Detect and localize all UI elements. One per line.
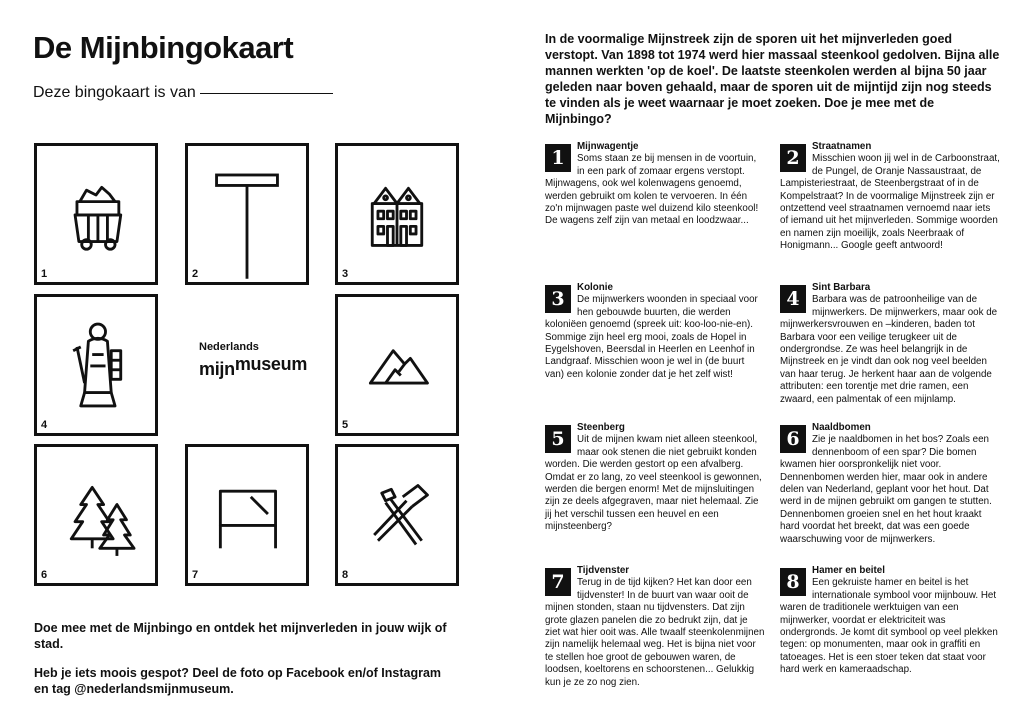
cell-number: 6 [41, 569, 48, 581]
item-number-badge: 7 [545, 568, 571, 596]
hammer-chisel-icon [338, 447, 456, 583]
item-number-badge: 5 [545, 425, 571, 453]
intro-text: In de voormalige Mijnstreek zijn de sporen uit het mijnverleden goed verstopt. Van 1898 tot 1974 werd hier massaal steenkool gedolven. Bijna alle mannen werkten 'op de koel'. De laatste steenkolen werden al bijna 50 jaar geleden naar boven gehaald, maar de sporen uit de mijntijd zijn nog steeds te vinden als je weet waarnaar je moet zoeken. Doe je mee met de Mijnbingo? [545, 32, 1000, 126]
call-to-action [34, 620, 454, 710]
mine-cart-icon [37, 146, 155, 282]
info-item-2 [780, 141, 1000, 253]
item-title: Tijdvenster [577, 565, 630, 576]
cell-number: 3 [342, 268, 349, 280]
item-number-badge: 6 [780, 425, 806, 453]
item-text: Terug in de tijd kijken? Het kan door een tijdvenster! In de buurt van waar ooit de mijnen stonden, staan nu tijdvensters. Dat zijn grote glazen panelen die zo bedrukt zijn, dat je ziet wat hier ooit was. Alle twaalf steenkolenmijnen zijn namelijk helemaal weg. Het is bijna niet voor te stellen hoe groot de gebouwen waren, de loodsen, koeltorens en schoorstenen... Gelukkig kun je ze zo nog zien. [545, 577, 765, 688]
info-item-1 [545, 141, 765, 228]
item-title: Mijnwagentje [577, 141, 639, 152]
cell-number: 7 [192, 569, 199, 581]
item-text: Een gekruiste hamer en beitel is het internationale symbool voor mijnbouw. Het waren de traditionele werktuigen van een mijnwerker, voordat er elektriciteit was ondergronds. Je komt dit symbool op veel plekken tegen: op monumenten, maar ook in graffiti en tatoeages. Het is een stoer teken dat staat voor hard werk en kameraadschap. [780, 577, 998, 676]
item-number-badge: 8 [780, 568, 806, 596]
bingo-cell-2 [185, 143, 309, 285]
cell-number: 5 [342, 419, 349, 431]
street-sign-icon [188, 146, 306, 282]
cell-number: 1 [41, 268, 48, 280]
museum-logo [171, 294, 306, 436]
cell-number: 2 [192, 268, 199, 280]
item-text: Zie je naaldbomen in het bos? Zoals een dennenboom of een spar? Die bomen kwamen hier oorspronkelijk niet voor. Dennenbomen werden hier, maar ook in andere delen van Nederland, geplant voor het hout. Dat werd in de mijnen gebruikt om gangen te stutten. Dennenbomen groeien snel en het hout kraakt hard voordat het breekt, dat was een goede waarschuwing voor de mijnwerkers. [780, 434, 992, 545]
owner-field [33, 84, 333, 102]
cell-number: 8 [342, 569, 349, 581]
cta-paragraph-2: Heb je iets moois gespot? Deel de foto op Facebook en/of Instagram en tag @nederlandsmijnmuseum. [34, 666, 442, 696]
pine-trees-icon [37, 447, 155, 583]
houses-icon [338, 146, 456, 282]
item-text: Misschien woon jij wel in de Carboonstraat, de Pungel, de Oranje Nassaustraat, de Lampisteriestraat, de Steenbergstraat of in de Kompelstraat? In de voormalige Mijnstreek zijn er ontzettend veel straatnamen vernoemd naar iets of iemand uit het mijnverleden. Sommige woorden en namen zijn moeilijk, zoals Neerbraak of Honigmann... Google geeft antwoord! [780, 153, 1000, 252]
time-window-icon [188, 447, 306, 583]
item-title: Steenberg [577, 422, 625, 433]
owner-write-line [200, 93, 333, 94]
item-number-badge: 3 [545, 285, 571, 313]
item-text: Uit de mijnen kwam niet alleen steenkool, maar ook stenen die niet gebruikt konden worden. Die werden gestort op een afvalberg. Omdat er zo lang, zo veel steenkool is gewonnen, werden die bergen enorm! Met de mijnsluitingen zijn ze deels afgegraven, maar niet helemaal. Zie jij het verschil tussen een heuvel en een mijnsteenberg? [545, 434, 762, 533]
bingo-cell-7 [185, 444, 309, 586]
cell-number: 4 [41, 419, 48, 431]
item-title: Naaldbomen [812, 422, 871, 433]
owner-label: Deze bingokaart is van [33, 84, 196, 101]
info-item-5 [545, 422, 765, 534]
logo-museum: museum [234, 354, 308, 374]
info-item-6 [780, 422, 1000, 546]
item-title: Hamer en beitel [812, 565, 885, 576]
item-number-badge: 4 [780, 285, 806, 313]
bingo-cell-5 [335, 294, 459, 436]
item-number-badge: 2 [780, 144, 806, 172]
logo-line1: Nederlands [199, 341, 259, 353]
info-item-3 [545, 282, 765, 381]
page-title: De Mijnbingokaart [33, 30, 294, 65]
item-title: Sint Barbara [812, 282, 871, 293]
item-title: Straatnamen [812, 141, 872, 152]
info-item-4 [780, 282, 1000, 406]
item-number-badge: 1 [545, 144, 571, 172]
item-title: Kolonie [577, 282, 613, 293]
bingo-cell-3 [335, 143, 459, 285]
bingo-cell-8 [335, 444, 459, 586]
saint-barbara-icon [37, 297, 155, 433]
item-text: Barbara was de patroonheilige van de mijnwerkers. De mijnwerkers, maar ook de mijnwerkersvrouwen en –kinderen, baden tot Barbara voor een veilige terugkeer uit de ondergrondse. Ze was heel belangrijk in de Mijnstreek en je vindt dan ook nog veel beelden van haar terug. Je herkent haar aan de volgende attributen: een torentje met drie ramen, een zwaard, een palmentak of een mijnlamp. [780, 294, 998, 405]
item-text: Soms staan ze bij mensen in de voortuin, in een park of zomaar ergens verstopt. Mijnwagens, ook wel kolenwagens genoemd, werden gebruikt om kolen te vervoeren. In één zo'n mijnwagen paste wel duizend kilo steenkool! De wagens zelf zijn van metaal en loodzwaar... [545, 153, 759, 227]
item-text: De mijnwerkers woonden in speciaal voor hen gebouwde buurten, die werden koloniëen genoemd (spreek uit: koo-loo-nie-en). Sommige zijn heel erg mooi, zoals de Hopel in Eygelshoven, Beersdal in Heerlen en Leenhof in Landgraaf. Misschien woon je wel in (de buurt van) een kolonie zonder dat je het zelf wist! [545, 294, 758, 380]
logo-mijn: mijn [199, 359, 235, 379]
info-item-8 [780, 565, 1000, 677]
info-item-7 [545, 565, 765, 689]
bingo-cell-4 [34, 294, 158, 436]
bingo-cell-1 [34, 143, 158, 285]
bingo-grid [34, 143, 443, 583]
bingo-cell-6 [34, 444, 158, 586]
cta-paragraph-1: Doe mee met de Mijnbingo en ontdek het mijnverleden in jouw wijk of stad. [34, 621, 447, 651]
spoil-heap-icon [338, 297, 456, 433]
